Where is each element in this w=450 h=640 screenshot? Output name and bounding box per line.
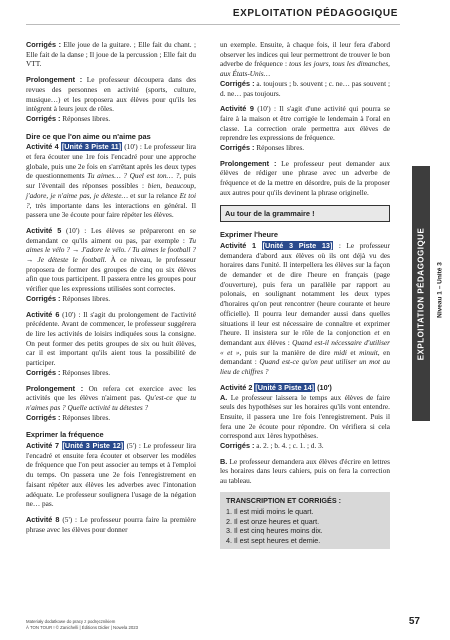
- activity-5: Activité 5 (10') : Les élèves se prépareront en se demandant ce qu'ils aiment ou pas, par exemple : Tu aimes le vélo ? → J'adore le vélo. / Tu aimes le football ? → Je déteste le football. À ce niveau, le professeur proposera de former des groupes de cinq ou six élèves afin que tous participent. Il passera entre les groupes pour vérifier que les expressions utilisées sont correctes. Corrigés : Réponses libres.: [26, 225, 196, 303]
- page-footer: [26, 619, 138, 630]
- activity-2: Activité 2 [Unité 3 Piste 14] (10') A. Le professeur laissera le temps aux élèves de faire seuls des hypothèses sur les horaires qu'ils vont entendre. Ensuite, il passera une 1re fois l'enregistrement. Puis il fera une 2e écoute pour répondre. On vérifiera si cela correspond aux 1ères hypothèses. Corrigés : a. 2. ; b. 4. ; c. 1. ; d. 3.: [220, 382, 390, 451]
- prolongement-paragraph: Prolongement : Le professeur découpera dans des revues des personnes en activité (sports, culture, musique…) et les proposera aux élèves pour qu'ils les intègrent à leurs jeux de rôles. Corrigés : Réponses libres.: [26, 75, 196, 123]
- corriges-paragraph: Corrigés : Elle joue de la guitare. ; Elle fait du chant. ; Elle fait de la danse ; Il joue de la percussion ; Elle fait du VTT.: [26, 40, 196, 69]
- prolongement-paragraph-3: Prolongement : Le professeur peut demander aux élèves de rédiger une phrase avec un adverbe de fréquence et de la mettre en désordre, puis de la proposer aux autres pour qu'ils devinent la phrase originelle.: [220, 158, 391, 197]
- section-side-tab: EXPLOITATION PÉDAGOGIQUE: [412, 166, 430, 421]
- transcription-box: [220, 492, 390, 550]
- audio-track-ref: [Unité 3 Piste 11]: [61, 142, 122, 152]
- header-rule: [26, 24, 400, 25]
- activity-7: Activité 7 [Unité 3 Piste 12] (5') : Le professeur lira l'encadré et ensuite fera écouter et observer les modèles de fréquence que l'on peut associer au temps et à l'emploi du temps. On passera une 2e fois l'enregistrement en faisant répéter aux élèves les adverbes avec l'intonation adéquate. Le professeur soulignera l'usage de la négation ne… pas.: [26, 441, 196, 509]
- activity-8-continued: un exemple. Ensuite, à chaque fois, il leur fera d'abord observer les indices qui leur permettront de trouver le bon adverbe de fréquence : tous les jours, tous les dimanches, aux États-Unis… Corrigés : a. toujours ; b. souvent ; c. ne… pas souvent ; d. ne… pas toujours.: [220, 40, 390, 98]
- audio-track-ref: [Unité 3 Piste 13]: [262, 240, 333, 250]
- transcription-item: 3. Il est cinq heures moins dix.: [226, 526, 323, 536]
- section-heading-time: Exprimer l'heure: [220, 230, 279, 240]
- section-heading-frequency: Exprimer la fréquence: [26, 430, 104, 440]
- activity-9: Activité 9 (10') : Il s'agit d'une activité qui pourra se faire à la maison et être corrigée le lendemain à l'oral en classe. La correction orale permettra aux élèves de reprendre les expressions de fréquence. Corrigés : Réponses libres.: [220, 104, 391, 153]
- section-heading: Dire ce que l'on aime ou n'aime pas: [26, 131, 151, 141]
- footer-copyright: À TON TOUR ! © Zanichelli | Éditions Didier | Nowela 2023: [26, 624, 139, 630]
- activity-8: Activité 8 (5') : Le professeur pourra faire la première phrase avec les élèves pour donner: [26, 514, 196, 534]
- transcription-title: TRANSCRIPTION ET CORRIGÉS :: [226, 495, 342, 505]
- transcription-item: 1. Il est midi moins le quart.: [226, 507, 314, 517]
- level-side-label: Niveau 1 – Unité 3: [436, 262, 444, 318]
- running-header: EXPLOITATION PÉDAGOGIQUE: [232, 8, 398, 19]
- activity-2-part-b: B. Le professeur demandera aux élèves d'écrire en lettres les horaires dans leurs cahiers, puis on fera la correction au tableau.: [220, 456, 390, 486]
- activity-6: Activité 6 (10') : Il s'agit du prolongement de l'activité précédente. Avant de commencer, le professeur suggérera de lire les activités de loisirs indiquées sous la consigne. On peut former des petits groupes de six ou huit élèves, car il est important qu'ils aient tous la possibilité de participer. Corrigés : Réponses libres.: [26, 309, 196, 377]
- activity-4: Activité 4 [Unité 3 Piste 11] (10') : Le professeur lira et fera écouter une 1re fois l'encadré pour une approche globale, puis une 2e fois en s'arrêtant après les deux types de questionnements Tu aimes… ? Quel est ton… ?, puis sur l'éventail des réponses possibles : bien, beaucoup, j'adore, je n'aime pas, je déteste… et sur la relance Et toi ?, très importante dans les interactions en général. Il passera une 3e écoute pour faire répéter les élèves.: [26, 142, 197, 220]
- right-column: [220, 40, 390, 549]
- page-number: 57: [408, 616, 420, 627]
- transcription-item: 2. Il est onze heures et quart.: [226, 516, 320, 526]
- footer-line: Materiały dodatkowe do pracy z podręcznikiem: [26, 619, 116, 624]
- activity-1: Activité 1 [Unité 3 Piste 13] : Le professeur demandera d'abord aux élèves où ils ont déjà vu des horaires dans l'unité. Il interpellera les élèves sur la façon de demander et de dire l'heure en français (page d'ouverture), puis fera un parallèle par rapport au polonais, en soulignant notamment les deux types d'horaires qu'on peut rencontrer (heure courante et heure officielle). Il pourra leur demander aussi dans quelles situations il leur est nécessaire de connaître et exprimer l'heure. Il insistera sur le rôle de la conjonction et en demandant aux élèves : Quand est-il nécessaire d'utiliser « et », puis sur la manière de dire midi et minuit, en demandant : Quand est-ce qu'on peut utiliser un mot au lieu de chiffres ?: [220, 240, 390, 377]
- left-column: [26, 40, 196, 540]
- grammar-banner: Au tour de la grammaire !: [220, 205, 390, 223]
- audio-track-ref: [Unité 3 Piste 14]: [255, 382, 315, 392]
- audio-track-ref: [Unité 3 Piste 12]: [62, 441, 124, 451]
- prolongement-paragraph-2: Prolongement : On refera cet exercice avec les activités que les élèves n'aiment pas. Qu'est-ce que tu n'aimes pas ? Quelle activité tu détestes ? Corrigés : Réponses libres.: [26, 383, 196, 422]
- transcription-item: 4. Il est sept heures et demie.: [226, 535, 321, 545]
